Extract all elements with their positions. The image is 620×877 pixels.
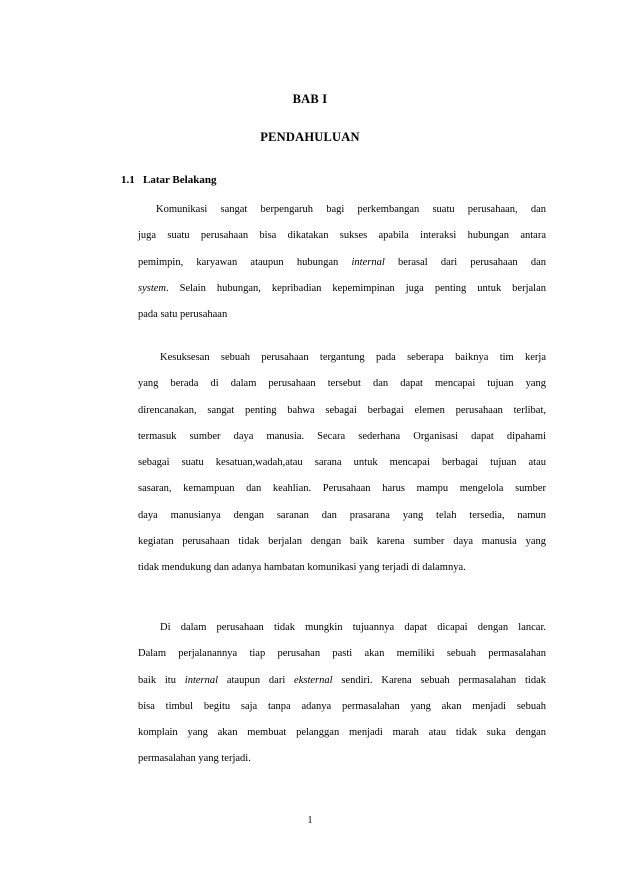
- paragraph-line: tidak mendukung dan adanya hambatan komunikasi yang terjadi di dalamnya.: [138, 562, 466, 574]
- section-heading: [121, 174, 216, 186]
- chapter-number: BAB I: [292, 92, 328, 106]
- chapter-title: PENDAHULUAN: [260, 130, 360, 144]
- paragraph-line: daya manusianya dengan saranan dan prasarana yang telah tersedia, namun: [138, 509, 546, 521]
- paragraph-line: yang berada di dalam perusahaan tersebut dan dapat mencapai tujuan yang: [138, 378, 546, 390]
- section-number: 1.1: [121, 174, 135, 186]
- paragraph-line: Komunikasi sangat berpengaruh bagi perkembangan suatu perusahaan, dan: [156, 204, 546, 215]
- paragraph-line: juga suatu perusahaan bisa dikatakan sukses apabila interaksi hubungan antara: [138, 230, 546, 242]
- paragraph-line: kegiatan perusahaan tidak berjalan dengan baik karena sumber daya manusia yang: [138, 536, 546, 548]
- paragraph-line: permasalahan yang terjadi.: [138, 753, 251, 765]
- italic-term: system: [138, 282, 166, 294]
- italic-term: eksternal: [294, 674, 333, 686]
- paragraph-line: direncanakan, sangat penting bahwa sebagai berbagai elemen perusahaan terlibat,: [138, 404, 546, 416]
- paragraph-line: sasaran, kemampuan dan keahlian. Perusahaan harus mampu mengelola sumber: [138, 483, 546, 495]
- paragraph-line: Dalam perjalanannya tiap perusahan pasti akan memiliki sebuah permasalahan: [138, 648, 546, 660]
- italic-term: internal: [184, 674, 219, 686]
- section-title: Latar Belakang: [143, 174, 217, 186]
- paragraph-line: bisa timbul begitu saja tanpa adanya permasalahan yang akan menjadi sebuah: [138, 700, 546, 712]
- paragraph-line: komplain yang akan membuat pelanggan menjadi marah atau tidak suka dengan: [138, 727, 546, 739]
- page-number: 1: [307, 815, 313, 826]
- paragraph-line: system. Selain hubungan, kepribadian kepemimpinan juga penting untuk berjalan: [138, 282, 546, 294]
- paragraph-line: Kesuksesan sebuah perusahaan tergantung pada seberapa baiknya tim kerja: [160, 352, 546, 363]
- paragraph-line: pemimpin, karyawan ataupun hubungan internal berasal dari perusahaan dan: [138, 256, 546, 268]
- paragraph-line: baik itu internal ataupun dari eksternal sendiri. Karena sebuah permasalahan tidak: [138, 674, 546, 686]
- paragraph-1: [138, 197, 546, 328]
- italic-term: internal: [351, 256, 385, 268]
- paragraph-line: termasuk sumber daya manusia. Secara sederhana Organisasi dapat dipahami: [138, 430, 546, 442]
- paragraph-2: [138, 345, 546, 582]
- paragraph-line: pada satu perusahaan: [138, 309, 228, 321]
- paragraph-line: sebagai suatu kesatuan,wadah,atau sarana untuk mencapai berbagai tujuan atau: [138, 457, 546, 469]
- paragraph-3: [138, 615, 546, 773]
- paragraph-line: Di dalam perusahaan tidak mungkin tujuannya dapat dicapai dengan lancar.: [160, 622, 546, 633]
